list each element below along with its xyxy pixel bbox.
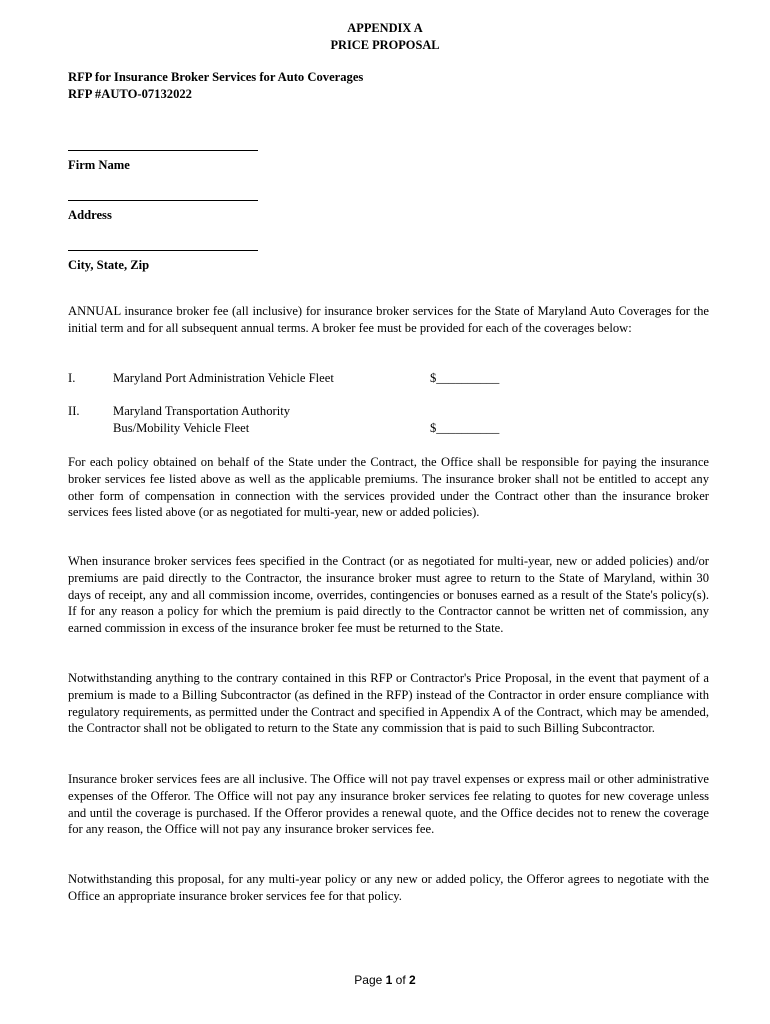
payment-responsibility-paragraph: For each policy obtained on behalf of the State under the Contract, the Office shall be responsible for paying the insurance broker services fee listed above as well as the applicable premiums. The insurance broker shall not be entitled to accept any other form of compensation in connection with the services provided under the Contract other than the insurance broker services fees listed above (or as negotiated for multi-year, new or added policies).	[68, 455, 709, 520]
coverage-fee-blank: $__________	[430, 421, 500, 435]
address-field	[68, 200, 268, 223]
city-state-zip-field	[68, 250, 268, 273]
rfp-title: RFP for Insurance Broker Services for Auto Coverages	[68, 70, 364, 84]
coverage-numeral: II.	[68, 404, 80, 418]
address-label: Address	[68, 208, 112, 222]
firm-name-label: Firm Name	[68, 158, 130, 172]
of-label: of	[395, 973, 406, 987]
rfp-heading	[68, 69, 363, 103]
document-header	[0, 20, 770, 54]
coverage-name-line2: Bus/Mobility Vehicle Fleet	[113, 421, 250, 435]
coverage-fee-blank: $__________	[430, 371, 500, 385]
firm-name-field	[68, 150, 268, 173]
commission-return-paragraph: When insurance broker services fees specified in the Contract (or as negotiated for multi-year, new or added policies) and/or premiums are paid directly to the Contractor, the insurance broker must agree to return to the State of Maryland, within 30 days of receipt, any and all commission income, overrides, contingencies or bonuses earned as a result of the State's policy(s). If for any reason a policy for which the premium is paid directly to the Contractor cannot be written net of commission, any earned commission in excess of the insurance broker fee must be returned to the State.	[68, 554, 709, 636]
intro-paragraph: ANNUAL insurance broker fee (all inclusive) for insurance broker services for the State of Maryland Auto Coverages for the initial term and for all subsequent annual terms. A broker fee must be provided for each of the coverages below:	[68, 304, 709, 335]
total-pages: 2	[409, 973, 416, 987]
multi-year-paragraph: Notwithstanding this proposal, for any multi-year policy or any new or added policy, the Offeror agrees to negotiate with the Office an appropriate insurance broker services fee for that policy.	[68, 872, 709, 903]
address-blank-line	[68, 200, 258, 201]
rfp-number: RFP #AUTO-07132022	[68, 87, 192, 101]
price-proposal-title: PRICE PROPOSAL	[330, 38, 440, 52]
coverage-name: Maryland Port Administration Vehicle Fleet	[113, 371, 334, 385]
current-page: 1	[385, 973, 393, 987]
fees-inclusive-paragraph: Insurance broker services fees are all inclusive. The Office will not pay travel expenses or express mail or other administrative expenses of the Offeror. The Office will not pay any insurance broker services fee relating to quotes for new coverage unless and until the coverage is purchased. If the Offeror provides a renewal quote, and the Office decides not to renew the coverage for any reason, the Office will not pay any insurance broker services fee.	[68, 772, 709, 837]
coverage-name: Maryland Transportation Authority	[113, 404, 291, 418]
city-state-zip-blank-line	[68, 250, 258, 251]
coverage-numeral: I.	[68, 371, 76, 385]
page-number	[0, 972, 770, 988]
city-state-zip-label: City, State, Zip	[68, 258, 150, 272]
page-label: Page	[354, 973, 383, 987]
appendix-title: APPENDIX A	[347, 21, 423, 35]
billing-subcontractor-paragraph: Notwithstanding anything to the contrary contained in this RFP or Contractor's Price Proposal, in the event that payment of a premium is made to a Billing Subcontractor (as defined in the RFP) instead of the Contractor in order ensure compliance with regulatory requirements, as permitted under the Contract and specified in Appendix A of the Contract, which may be amended, the Contractor shall not be obligated to return to the State any commission that is paid to such Billing Subcontractor.	[68, 671, 709, 736]
firm-name-blank-line	[68, 150, 258, 151]
